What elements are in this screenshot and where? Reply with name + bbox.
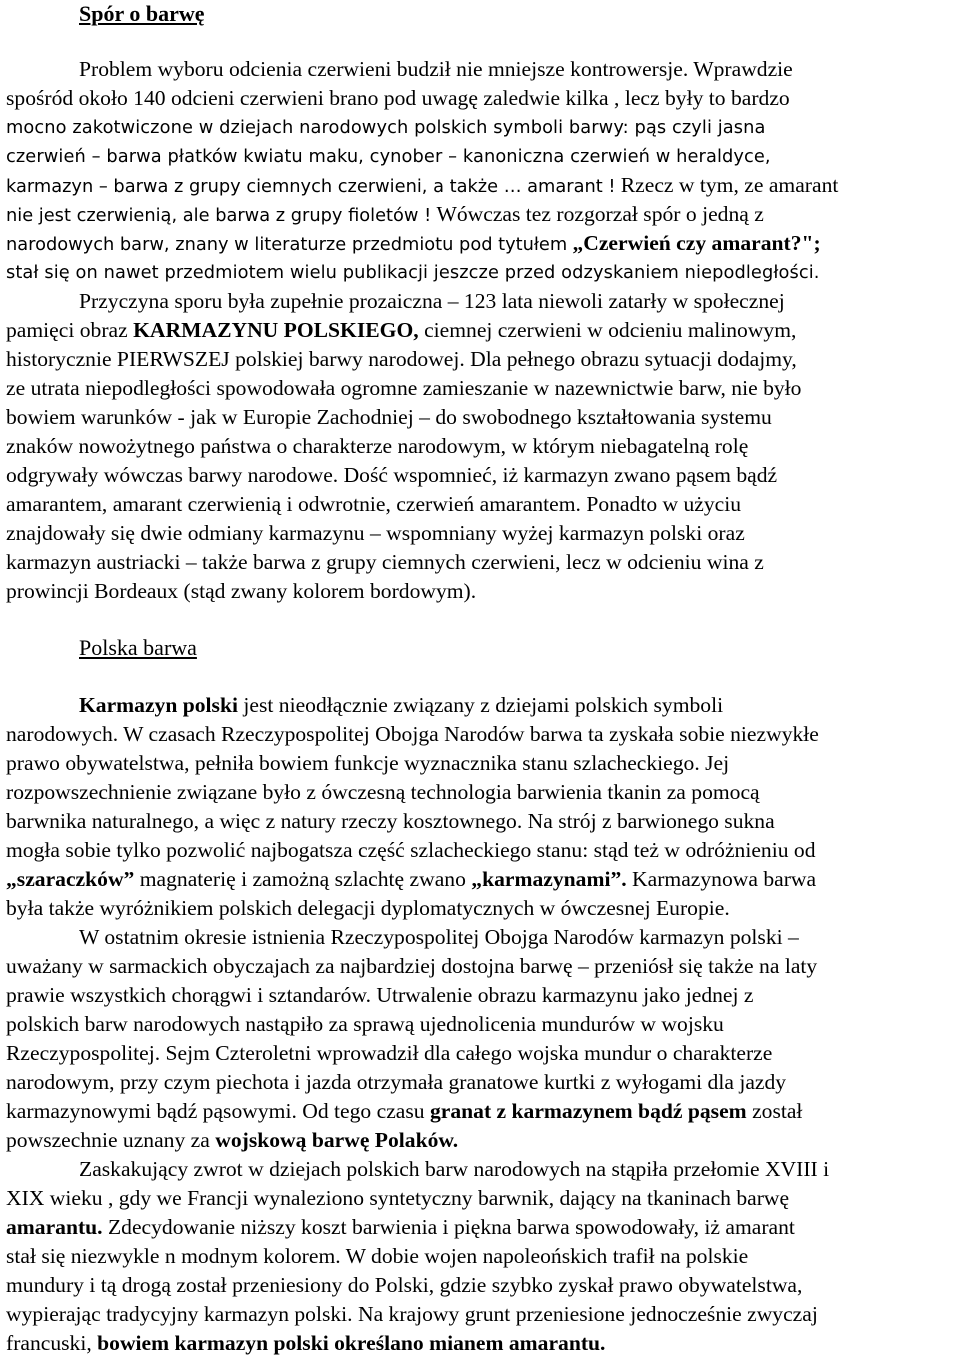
text-span: narodowych barw, znany w literaturze przedmiotu pod tytułem [6,234,568,255]
text-span: powszechnie uznany za [6,1128,210,1152]
text-span: Zdecydowanie niższy koszt barwienia i piękna barwa spowodowały, iż amarant [107,1215,795,1239]
paragraph-line: odgrywały wówczas barwy narodowe. Dość wspomnieć, iż karmazyn zwano pąsem bądź [6,463,778,487]
paragraph-line: amarantem, amarant czerwienią i odwrotnie, czerwień amarantem. Ponadto w użyciu [6,492,742,516]
text-span: pamięci obraz [6,318,128,342]
paragraph-line: rozpowszechnienie związane było z ówczesną technologia barwienia tkanin za pomocą [6,780,760,804]
paragraph-line [79,691,723,720]
paragraph-line: XIX wieku , gdy we Francji wynaleziono syntetyczny barwnik, dający na tkaninach barwę [6,1186,790,1210]
paragraph-line [6,316,796,345]
paragraph-line [6,1097,802,1126]
paragraph-line [6,200,764,229]
emphasis-karmazyn: KARMAZYNU POLSKIEGO, [133,318,419,342]
paragraph-line: była także wyróżnikiem polskich delegacji dyplomatycznych w ówczesnej Europie. [6,896,730,920]
text-span: magnaterię i zamożną szlachtę zwano [139,867,466,891]
text-span: "; [801,231,821,255]
paragraph-line: spośród około 140 odcieni czerwieni brano pod uwagę zaledwie kilka , lecz były to bardzo [6,86,790,110]
text-span: został [752,1099,803,1123]
paragraph-line [6,229,821,258]
emphasis-szaraczkow: „szaraczków” [6,867,135,891]
paragraph-line: W ostatnim okresie istnienia Rzeczypospolitej Obojga Narodów karmazyn polski – [79,925,799,949]
paragraph-line: stał się on nawet przedmiotem wielu publikacji jeszcze przed odzyskaniem niepodległości. [6,262,820,283]
paragraph-line: uważany w sarmackich obyczajach za najbardziej dostojna barwę – przeniósł się także na laty [6,954,818,978]
paragraph-line: czerwień – barwa płatków kwiatu maku, cynober – kanoniczna czerwień w heraldyce, [6,146,771,167]
text-span: francuski, [6,1331,92,1355]
paragraph-line: Przyczyna sporu była zupełnie prozaiczna – 123 lata niewoli zatarły w społecznej [79,289,785,313]
emphasis-karmazynami: „karmazynami”. [471,867,627,891]
paragraph-line: karmazyn austriacki – także barwa z grupy ciemnych czerwieni, lecz w odcieniu wina z [6,550,764,574]
emphasis-wojskowa-barwa: wojskową barwę Polaków. [215,1128,459,1152]
emphasis-amarantu: amarantu. [6,1215,103,1239]
paragraph-line: Zaskakujący zwrot w dziejach polskich barw narodowych na stąpiła przełomie XVIII i [79,1157,830,1181]
emphasis-title: „Czerwień czy amarant? [572,231,802,255]
paragraph-line: historycznie PIERWSZEJ polskiej barwy narodowej. Dla pełnego obrazu sytuacji dodajmy, [6,347,797,371]
text-span: jest nieodłącznie związany z dziejami polskich symboli [243,693,724,717]
paragraph-line [6,865,816,894]
text-span: nie jest czerwienią, ale barwa z grupy fioletów ! [6,205,432,226]
paragraph-line: prawo obywatelstwa, pełniła bowiem funkcje wyznacznika stanu szlacheckiego. Jej [6,751,730,775]
paragraph-line: mundury i tą drogą został przeniesiony do Polski, gdzie szybko zyskał prawo obywatelstwa, [6,1273,803,1297]
emphasis-mianem-amarantu: bowiem karmazyn polski określano mianem amarantu. [97,1331,606,1355]
section-heading-spor-o-barwe: Spór o barwę [79,1,205,26]
text-span: Wówczas tez rozgorzał spór o jedną z [436,202,764,226]
paragraph-line: znaków nowożytnego państwa o charakterze narodowym, w którym niebagatelną rolę [6,434,749,458]
paragraph-line: narodowym, przy czym piechota i jazda otrzymała granatowe kurtki z wyłogami dla jazdy [6,1070,787,1094]
paragraph-line: stał się niezwykle n modnym kolorem. W dobie wojen napoleońskich trafił na polskie [6,1244,749,1268]
paragraph-line: Problem wyboru odcienia czerwieni budził nie mniejsze kontrowersje. Wprawdzie [79,57,793,81]
paragraph-line: prowincji Bordeaux (stąd zwany kolorem bordowym). [6,579,477,603]
text-span: karmazynowymi bądź pąsowymi. Od tego czasu [6,1099,425,1123]
text-span: Rzecz w tym, ze amarant [620,173,839,197]
paragraph-line: barwnika naturalnego, a więc z natury rzeczy kosztownego. Na strój z barwionego sukna [6,809,775,833]
emphasis-karmazyn-polski: Karmazyn polski [79,693,238,717]
paragraph-line: mogła sobie tylko pozwolić najbogatsza część szlacheckiego stanu: stąd też w odróżnieniu od [6,838,816,862]
paragraph-line: bowiem warunków - jak w Europie Zachodniej – do swobodnego kształtowania systemu [6,405,772,429]
paragraph-line [6,1329,605,1358]
text-span: Karmazynowa barwa [632,867,817,891]
paragraph-line: polskich barw narodowych nastąpiło za sprawą ujednolicenia mundurów w wojsku [6,1012,724,1036]
emphasis-granat: granat z karmazynem bądź pąsem [429,1099,747,1123]
text-span: ciemnej czerwieni w odcieniu malinowym, [424,318,797,342]
paragraph-line: narodowych. W czasach Rzeczypospolitej Obojga Narodów barwa ta zyskała sobie niezwykłe [6,722,819,746]
paragraph-line [6,171,838,200]
text-span: karmazyn – barwa z grupy ciemnych czerwieni, a także … amarant ! [6,176,616,197]
paragraph-line: Rzeczypospolitej. Sejm Czteroletni wprowadził dla całego wojska mundur o charakterze [6,1041,773,1065]
paragraph-line [6,1213,795,1242]
paragraph-line: prawie wszystkich chorągwi i sztandarów. Utrwalenie obrazu karmazynu jako jednej z [6,983,754,1007]
paragraph-line: ze utrata niepodległości spowodowała ogromne zamieszanie w nazewnictwie barw, nie było [6,376,802,400]
paragraph-line: znajdowały się dwie odmiany karmazynu – wspomniany wyżej karmazyn polski oraz [6,521,745,545]
paragraph-line: wypierając tradycyjny karmazyn polski. Na krajowy grunt przeniesione jednocześnie zwyczaj [6,1302,818,1326]
paragraph-line: mocno zakotwiczone w dziejach narodowych polskich symboli barwy: pąs czyli jasna [6,117,766,138]
section-heading-polska-barwa: Polska barwa [79,635,197,660]
paragraph-line [6,1126,458,1155]
